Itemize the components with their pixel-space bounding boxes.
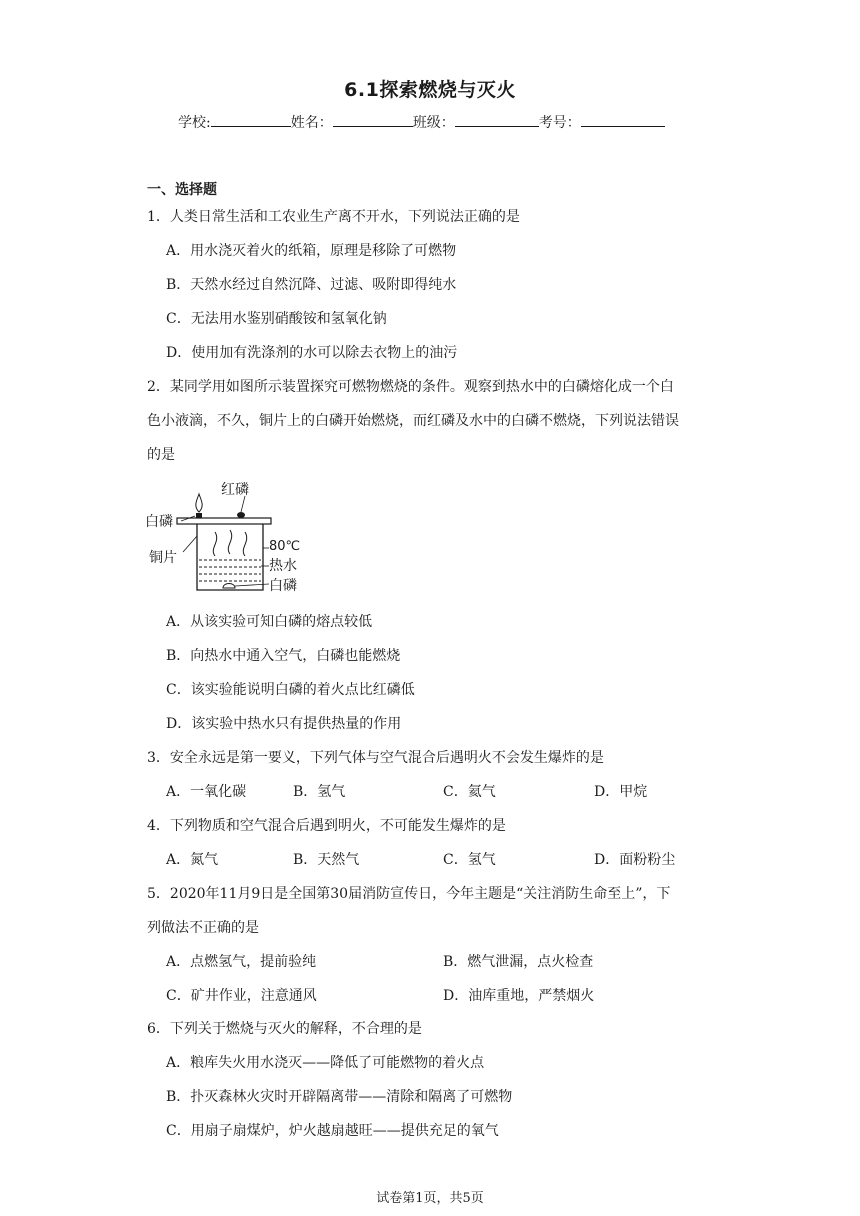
- flame-icon: [196, 494, 202, 512]
- q5-option-d[interactable]: D．油库重地，严禁烟火: [443, 988, 595, 1004]
- red-phosphorus-on-plate: [237, 512, 245, 518]
- white-phosphorus-on-plate: [196, 513, 202, 518]
- student-info-line: [178, 112, 665, 132]
- q6-stem: 6．下列关于燃烧与灭火的解释，不合理的是: [147, 1021, 422, 1037]
- q1-option-d[interactable]: D．使用加有洗涤剂的水可以除去衣物上的油污: [166, 345, 458, 361]
- class-blank[interactable]: [455, 112, 539, 127]
- q6-option-c[interactable]: C．用扇子扇煤炉，炉火越扇越旺——提供充足的氧气: [166, 1123, 499, 1139]
- q4-option-c[interactable]: C．氢气: [443, 852, 496, 868]
- q2-stem-line1: 2．某同学用如图所示装置探究可燃物燃烧的条件。观察到热水中的白磷熔化成一个白: [147, 379, 674, 395]
- q4-stem: 4．下列物质和空气混合后遇到明火，不可能发生爆炸的是: [147, 818, 506, 834]
- q3-option-a[interactable]: A．一氧化碳: [166, 784, 247, 800]
- name-label: 姓名：: [290, 115, 333, 131]
- q3-stem: 3．安全永远是第一要义，下列气体与空气混合后遇明火不会发生爆炸的是: [147, 750, 604, 766]
- q5-option-c[interactable]: C．矿井作业，注意通风: [166, 988, 317, 1004]
- q2-stem-line2: 色小液滴，不久，铜片上的白磷开始燃烧，而红磷及水中的白磷不燃烧，下列说法错误: [147, 413, 679, 429]
- q1-option-c[interactable]: C．无法用水鉴别硝酸铵和氢氧化钠: [166, 311, 387, 327]
- q2-option-b[interactable]: B．向热水中通入空气，白磷也能燃烧: [166, 648, 401, 664]
- q4-option-b[interactable]: B．天然气: [293, 852, 360, 868]
- combustion-apparatus-figure: [145, 478, 315, 598]
- label-copper-plate: 铜片: [149, 550, 177, 566]
- q4-option-a[interactable]: A．氮气: [166, 852, 219, 868]
- beaker: [197, 524, 263, 590]
- page-title: 6.1探索燃烧与灭火: [344, 79, 516, 101]
- school-blank[interactable]: [211, 112, 291, 127]
- label-hot-water: 热水: [269, 558, 297, 574]
- section-heading: 一、选择题: [147, 182, 217, 198]
- label-white-phosphorus-bottom: 白磷: [269, 578, 297, 594]
- q5-stem-line1: 5．2020年11月9日是全国第30届消防宣传日，今年主题是“关注消防生命至上”，下: [147, 886, 671, 902]
- q5-stem-line2: 列做法不正确的是: [147, 920, 259, 936]
- exam-no-label: 考号：: [538, 115, 581, 131]
- label-white-phosphorus-top: 白磷: [145, 514, 173, 530]
- q3-option-c[interactable]: C．氦气: [443, 784, 496, 800]
- name-blank[interactable]: [333, 112, 413, 127]
- q1-stem: 1．人类日常生活和工农业生产离不开水，下列说法正确的是: [147, 209, 520, 225]
- q3-option-b[interactable]: B．氢气: [293, 784, 346, 800]
- q3-option-d[interactable]: D．甲烷: [594, 784, 648, 800]
- q6-option-a[interactable]: A．粮库失火用水浇灭——降低了可能燃物的着火点: [166, 1055, 485, 1071]
- copper-plate: [177, 518, 271, 524]
- q2-option-d[interactable]: D．该实验中热水只有提供热量的作用: [166, 716, 402, 732]
- white-phosphorus-in-water: [223, 584, 235, 589]
- school-label: 学校:: [178, 115, 211, 131]
- q2-option-c[interactable]: C．该实验能说明白磷的着火点比红磷低: [166, 682, 415, 698]
- q5-option-b[interactable]: B．燃气泄漏，点火检查: [443, 954, 594, 970]
- exam-no-blank[interactable]: [581, 112, 665, 127]
- q5-option-a[interactable]: A．点燃氢气，提前验纯: [166, 954, 317, 970]
- label-temperature: 80℃: [269, 539, 301, 554]
- page-footer: 试卷第1页，共5页: [376, 1191, 484, 1206]
- q1-option-b[interactable]: B．天然水经过自然沉降、过滤、吸附即得纯水: [166, 277, 457, 293]
- class-label: 班级：: [412, 115, 455, 131]
- q4-option-d[interactable]: D．面粉粉尘: [594, 852, 676, 868]
- q6-option-b[interactable]: B．扑灭森林火灾时开辟隔离带——清除和隔离了可燃物: [166, 1089, 513, 1105]
- label-red-phosphorus: 红磷: [221, 482, 249, 498]
- q2-stem-line3: 的是: [147, 447, 175, 463]
- q1-option-a[interactable]: A．用水浇灭着火的纸箱，原理是移除了可燃物: [166, 243, 457, 259]
- q2-option-a[interactable]: A．从该实验可知白磷的熔点较低: [166, 614, 373, 630]
